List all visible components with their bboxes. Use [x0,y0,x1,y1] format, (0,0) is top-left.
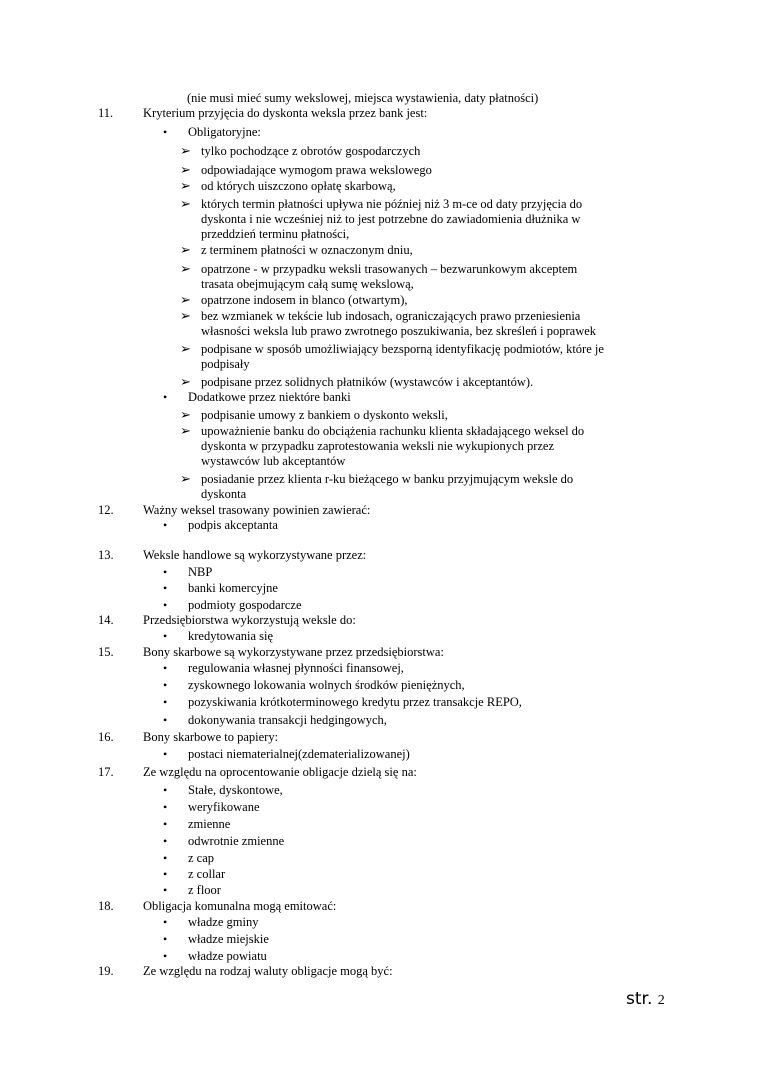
item-heading: Kryterium przyjęcia do dyskonta weksla przez bank jest: [143,106,428,120]
item-number: 15. [98,645,114,659]
item-number: 19. [98,964,114,978]
arrow-bullet-icon: ➢ [180,261,191,276]
arrow-bullet-icon: ➢ [180,242,191,257]
list-item: odwrotnie zmienne [188,834,285,848]
bullet-icon: • [163,867,168,881]
item-heading: Przedsiębiorstwa wykorzystują weksle do: [143,613,356,627]
bullet-icon: • [163,713,168,727]
list-item: zmienne [188,817,231,831]
list-item: weryfikowane [188,800,260,814]
arrow-bullet-icon: ➢ [180,178,191,193]
list-item: z collar [188,867,226,881]
arrow-bullet-icon: ➢ [180,374,191,389]
list-item: podpis akceptanta [188,518,278,532]
bullet-icon: • [163,834,168,848]
item-heading: Obligacja komunalna mogą emitować: [143,899,337,913]
list-item: kredytowania się [188,629,274,643]
arrow-bullet-icon: ➢ [180,292,191,307]
bullet-icon: • [163,883,168,897]
bullet-icon: • [163,598,168,612]
list-item: podpisanie umowy z bankiem o dyskonto weksli, [201,408,448,422]
bullet-icon: • [163,125,168,139]
item-heading: Bony skarbowe są wykorzystywane przez przedsiębiorstwa: [143,645,444,659]
list-item: postaci niematerialnej(zdematerializowanej) [188,747,410,761]
list-item: banki komercyjne [188,581,278,595]
bullet-icon: • [163,949,168,963]
bullet-icon: • [163,747,168,761]
text-line: (nie musi mieć sumy wekslowej, miejsca wystawienia, daty płatności) [187,91,539,105]
list-item: podpisane przez solidnych płatników (wystawców i akceptantów). [201,375,534,389]
list-item: władze miejskie [188,932,269,946]
bullet-icon: • [163,817,168,831]
bullet-icon: • [163,661,168,675]
bullet-icon: • [163,678,168,692]
item-number: 18. [98,899,114,913]
item-number: 14. [98,613,114,627]
list-item: Obligatoryjne: [188,125,261,139]
item-number: 12. [98,503,114,517]
list-item: podpisane w sposób umożliwiający bezsporną identyfikację podmiotów, które je [201,342,604,356]
list-item: opatrzone indosem in blanco (otwartym), [201,293,408,307]
arrow-bullet-icon: ➢ [180,308,191,323]
arrow-bullet-icon: ➢ [180,471,191,486]
list-item: bez wzmianek w tekście lub indosach, ograniczających prawo przeniesienia [201,309,581,323]
list-item: tylko pochodzące z obrotów gospodarczych [201,144,421,158]
bullet-icon: • [163,518,168,532]
bullet-icon: • [163,783,168,797]
bullet-icon: • [163,581,168,595]
item-number: 11. [98,106,114,120]
bullet-icon: • [163,695,168,709]
list-item: z cap [188,851,215,865]
list-item-continuation: dyskonta w przypadku zaprotestowania weksli nie wykupionych przez [201,439,555,453]
item-heading: Ważny weksel trasowany powinien zawierać: [143,503,371,517]
list-item: NBP [188,565,213,579]
item-number: 17. [98,765,114,779]
list-item: upoważnienie banku do obciążenia rachunku klienta składającego weksel do [201,424,585,438]
list-item: zyskownego lokowania wolnych środków pieniężnych, [188,678,465,692]
list-item: od których uiszczono opłatę skarbową, [201,179,396,193]
list-item: dokonywania transakcji hedgingowych, [188,713,387,727]
arrow-bullet-icon: ➢ [180,196,191,211]
list-item-continuation: wystawców lub akceptantów [201,454,346,468]
bullet-icon: • [163,629,168,643]
page-footer [626,989,665,1009]
list-item: odpowiadające wymogom prawa wekslowego [201,163,432,177]
arrow-bullet-icon: ➢ [180,143,191,158]
item-heading: Ze względu na rodzaj waluty obligacje mogą być: [143,964,393,978]
page-number: 2 [657,993,665,1008]
arrow-bullet-icon: ➢ [180,341,191,356]
list-item-continuation: dyskonta i nie wcześniej niż to jest potrzebne do zawiadomienia dłużnika w [201,212,581,226]
list-item-continuation: własności weksla lub prawo zwrotnego poszukiwania, bez skreśleń i poprawek [201,324,597,338]
item-heading: Ze względu na oprocentowanie obligacje dzielą się na: [143,765,417,779]
list-item: regulowania własnej płynności finansowej, [188,661,404,675]
page-label: str. [626,989,653,1009]
bullet-icon: • [163,932,168,946]
list-item: władze powiatu [188,949,267,963]
item-number: 16. [98,730,114,744]
bullet-icon: • [163,851,168,865]
list-item: podmioty gospodarcze [188,598,302,612]
item-heading: Bony skarbowe to papiery: [143,730,279,744]
list-item: władze gminy [188,915,259,929]
list-item: Dodatkowe przez niektóre banki [188,390,351,404]
list-item: z terminem płatności w oznaczonym dniu, [201,243,413,257]
list-item-continuation: podpisały [201,357,250,371]
arrow-bullet-icon: ➢ [180,162,191,177]
list-item: których termin płatności upływa nie później niż 3 m-ce od daty przyjęcia do [201,197,583,211]
bullet-icon: • [163,390,168,404]
bullet-icon: • [163,800,168,814]
list-item: Stałe, dyskontowe, [188,783,283,797]
list-item-continuation: trasata obejmującym całą sumę wekslową, [201,277,414,291]
list-item-continuation: przeddzień terminu płatności, [201,227,350,241]
item-heading: Weksle handlowe są wykorzystywane przez: [143,548,367,562]
list-item: pozyskiwania krótkoterminowego kredytu przez transakcje REPO, [188,695,522,709]
arrow-bullet-icon: ➢ [180,407,191,422]
list-item: posiadanie przez klienta r-ku bieżącego w banku przyjmującym weksle do [201,472,574,486]
list-item: opatrzone - w przypadku weksli trasowanych – bezwarunkowym akceptem [201,262,578,276]
bullet-icon: • [163,565,168,579]
list-item-continuation: dyskonta [201,487,247,501]
item-number: 13. [98,548,114,562]
arrow-bullet-icon: ➢ [180,423,191,438]
list-item: z floor [188,883,221,897]
bullet-icon: • [163,915,168,929]
